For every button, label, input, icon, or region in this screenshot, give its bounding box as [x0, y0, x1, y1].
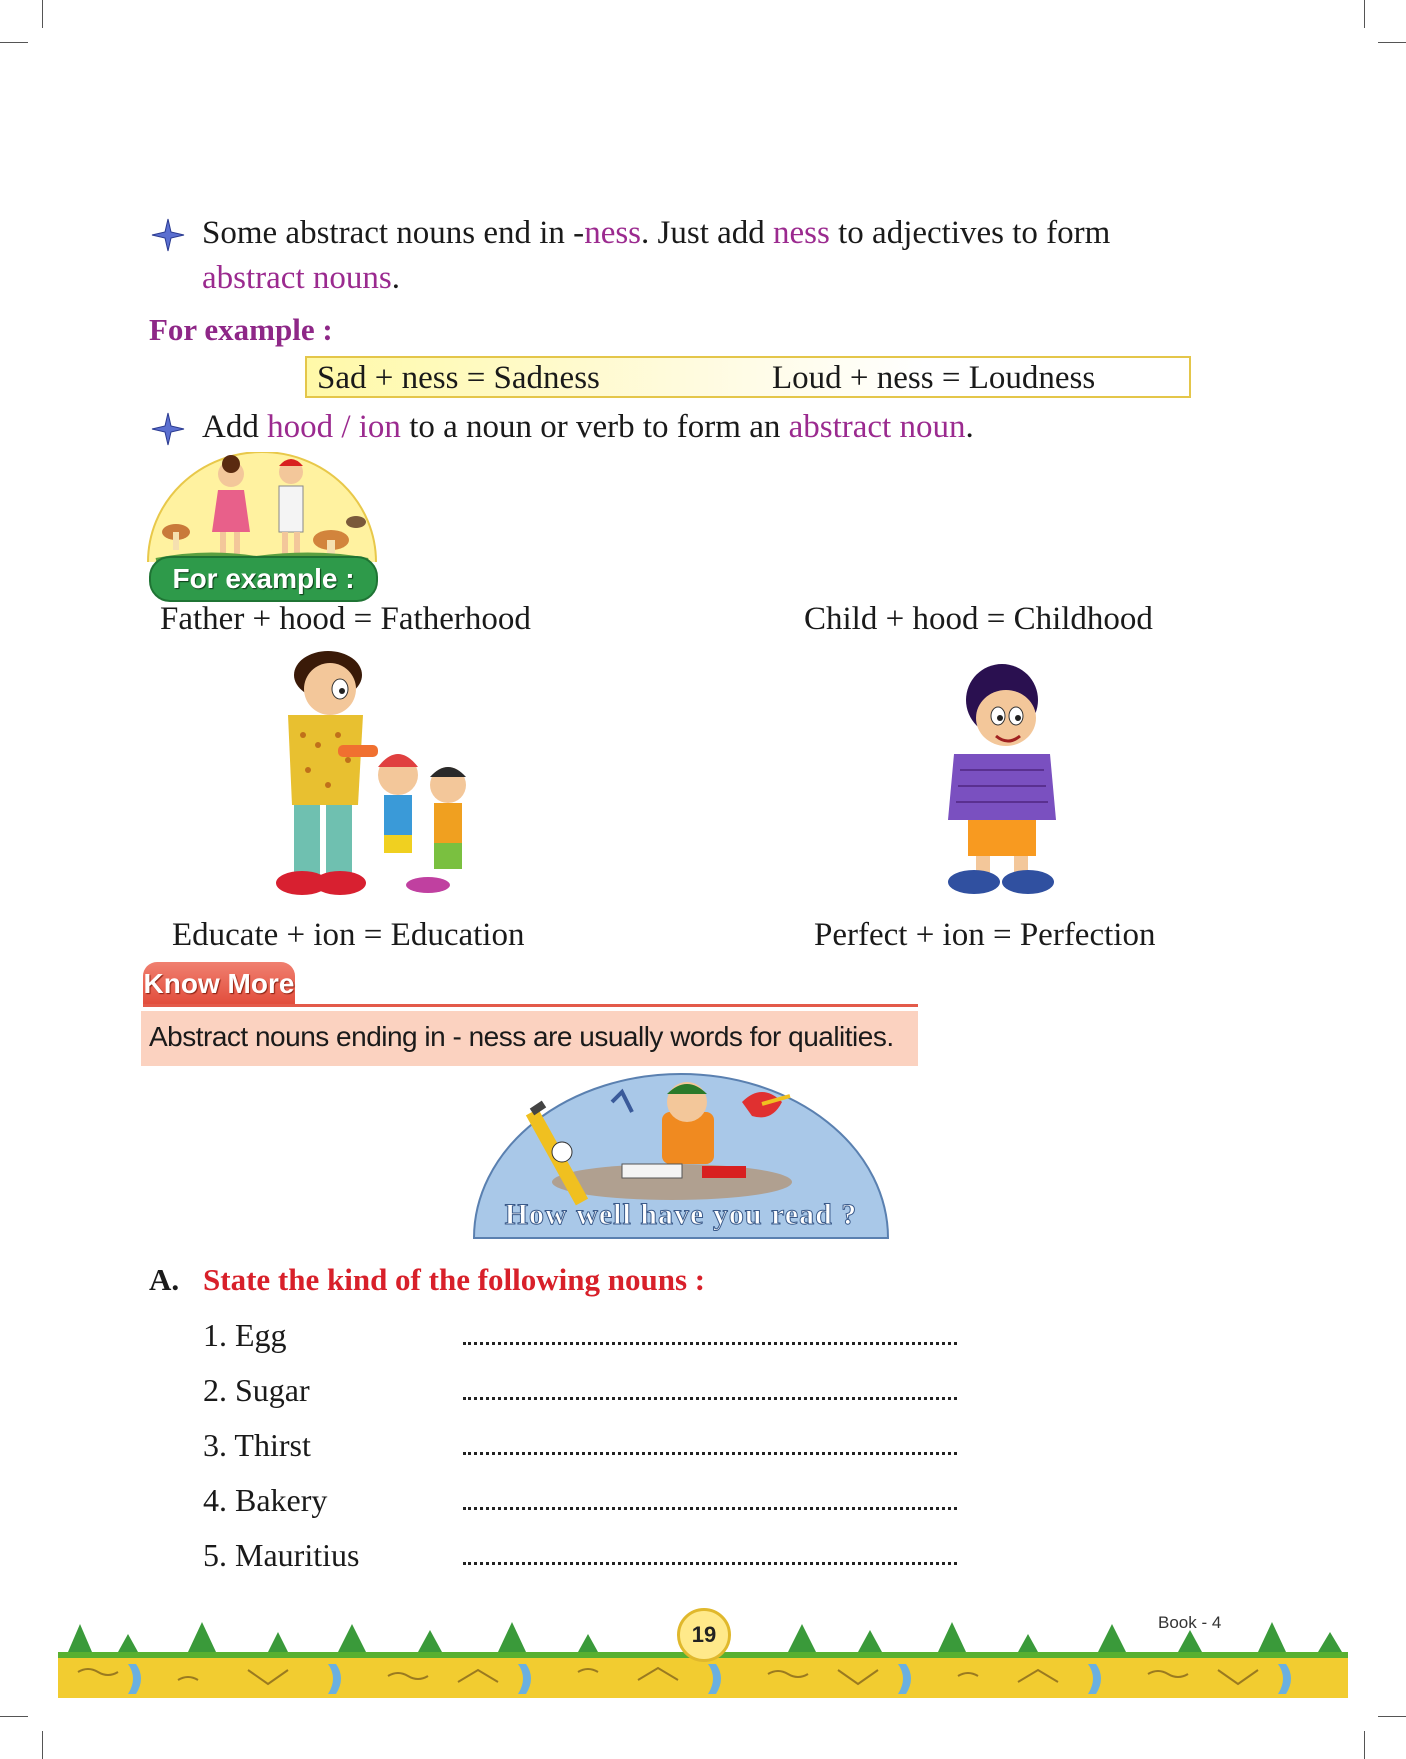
book-label: Book - 4	[1158, 1613, 1222, 1632]
ness-example-box	[305, 356, 1191, 398]
question-item: 2. Sugar	[203, 1372, 310, 1408]
for-example-heading: For example :	[149, 312, 333, 347]
answer-blank[interactable]	[463, 1397, 957, 1400]
text: .	[391, 260, 400, 296]
how-well-banner-title: How well have you read ?	[504, 1198, 858, 1231]
text: Some abstract nouns end in -	[202, 215, 585, 251]
highlight-abstract-noun: abstract noun	[788, 409, 966, 445]
know-more-divider	[143, 1004, 918, 1007]
bullet-ness-line2	[202, 260, 400, 297]
answer-blank[interactable]	[463, 1507, 957, 1510]
question-item: 3. Thirst	[203, 1427, 311, 1463]
father-children-illustration	[258, 645, 490, 907]
fatherhood-formula: Father + hood = Fatherhood	[160, 601, 531, 637]
crop-mark	[1378, 1716, 1406, 1717]
know-more-tab: Know More	[143, 962, 295, 1006]
text: to a noun or verb to form an	[400, 409, 789, 445]
highlight-ness: ness	[773, 215, 830, 251]
question-item: 1. Egg	[203, 1317, 287, 1353]
highlight-ness: ness	[584, 215, 642, 251]
question-item: 5. Mauritius	[203, 1537, 360, 1573]
answer-blank[interactable]	[463, 1562, 957, 1565]
answer-blank[interactable]	[463, 1342, 957, 1345]
boy-illustration	[928, 660, 1074, 898]
for-example-badge: For example :	[149, 556, 378, 602]
know-more-text: Abstract nouns ending in - ness are usually words for qualities.	[149, 1021, 894, 1052]
section-letter: A.	[149, 1262, 180, 1297]
loudness-example: Loud + ness = Loudness	[772, 360, 1096, 396]
crop-mark	[42, 1731, 43, 1759]
bullet-hood-ion	[202, 409, 974, 446]
star-bullet-icon	[151, 218, 185, 252]
highlight-abstract-nouns: abstract nouns	[202, 260, 392, 296]
perfection-formula: Perfect + ion = Perfection	[814, 917, 1156, 953]
star-bullet-icon	[151, 412, 185, 446]
childhood-formula: Child + hood = Childhood	[804, 601, 1153, 637]
section-instruction: State the kind of the following nouns :	[203, 1262, 706, 1297]
crop-mark	[0, 1716, 28, 1717]
page-number: 19	[677, 1608, 731, 1662]
crop-mark	[1364, 1731, 1365, 1759]
text: .	[965, 409, 974, 445]
text: Add	[202, 409, 268, 445]
crop-mark	[0, 42, 28, 43]
answer-blank[interactable]	[463, 1452, 957, 1455]
know-more-box	[141, 1011, 918, 1066]
question-item: 4. Bakery	[203, 1482, 328, 1518]
bullet-ness-line1	[202, 215, 1110, 252]
text: to adjectives to form	[829, 215, 1111, 251]
highlight-hood-ion: hood / ion	[267, 409, 401, 445]
text: . Just add	[641, 215, 774, 251]
sadness-example: Sad + ness = Sadness	[317, 360, 600, 396]
crop-mark	[42, 0, 43, 28]
crop-mark	[1364, 0, 1365, 28]
education-formula: Educate + ion = Education	[172, 917, 525, 953]
crop-mark	[1378, 42, 1406, 43]
